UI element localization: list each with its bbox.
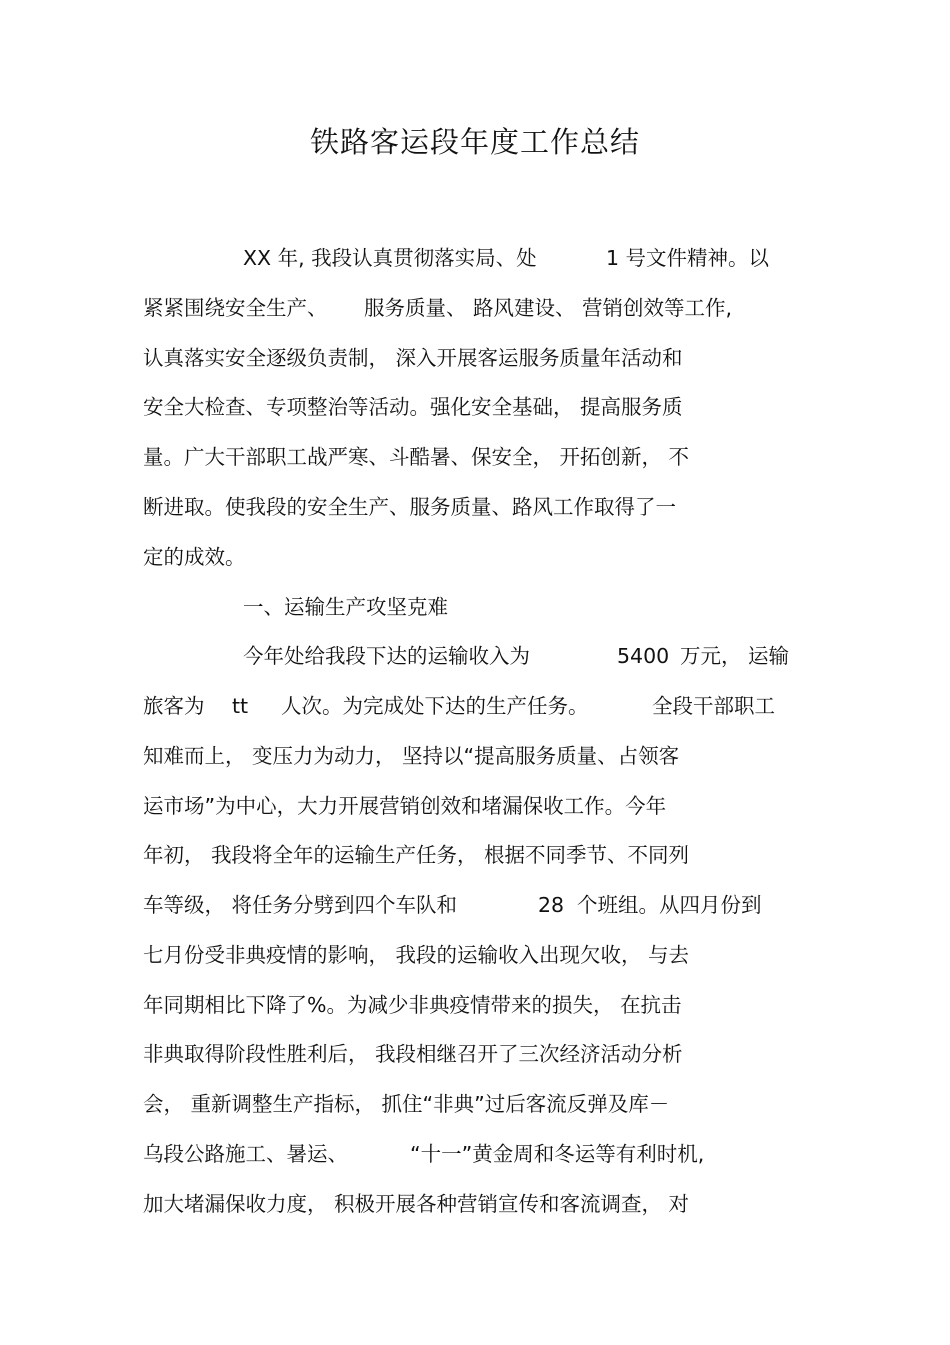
text-segment: 知难而上， 变压力为动力， 坚持以“提高服务质量、占领客: [143, 744, 680, 768]
text-segment: 年初， 我段将全年的运输生产任务， 根据不同季节、不同列: [143, 843, 690, 867]
text-segment: 服务质量、 路风建设、 营销创效等工作,: [364, 296, 733, 320]
text-segment: 安全大检查、专项整治等活动。强化安全基础， 提高服务质: [143, 395, 683, 419]
text-segment: 万元， 运输: [680, 644, 790, 668]
text-segment: 年同期相比下降了%。为减少非典疫情带来的损失， 在抗击: [143, 993, 682, 1017]
text-segment: 认真落实安全逐级负责制， 深入开展客运服务质量年活动和: [143, 346, 683, 370]
text-segment: 1 号文件精神。以: [606, 246, 770, 270]
text-segment: tt: [232, 694, 249, 718]
text-segment: 量。广大干部职工战严寒、斗酷暑、保安全， 开拓创新， 不: [143, 445, 690, 469]
text-segment: 今年处给我段下达的运输收入为: [243, 644, 530, 668]
text-segment: 个班组。从四月份到: [577, 893, 762, 917]
text-segment: 七月份受非典疫情的影响， 我段的运输收入出现欠收， 与去: [143, 943, 690, 967]
document-title: 铁路客运段年度工作总结: [309, 125, 640, 159]
text-segment: 紧紧围绕安全生产、: [143, 296, 328, 320]
text-segment: 全段干部职工: [652, 694, 775, 718]
text-segment: 5400: [617, 644, 670, 668]
text-segment: 车等级， 将任务分劈到四个车队和: [143, 893, 458, 917]
text-segment: “十一”黄金周和冬运等有利时机,: [410, 1142, 705, 1166]
text-segment: 乌段公路施工、暑运、: [143, 1142, 348, 1166]
text-segment: 非典取得阶段性胜利后， 我段相继召开了三次经济活动分析: [143, 1042, 683, 1066]
text-segment: 人次。为完成处下达的生产任务。: [281, 694, 589, 718]
text-segment: 定的成效。: [143, 545, 246, 569]
text-segment: 旅客为: [143, 694, 205, 718]
text-segment: 一、运输生产攻坚克难: [243, 595, 448, 619]
text-segment: 加大堵漏保收力度， 积极开展各种营销宣传和客流调查， 对: [143, 1192, 690, 1216]
text-segment: 28: [538, 893, 565, 917]
text-segment: 断进取。使我段的安全生产、服务质量、路风工作取得了一: [143, 495, 676, 519]
text-segment: 会， 重新调整生产指标， 抓住“非典”过后客流反弹及库－: [143, 1092, 670, 1116]
text-segment: XX 年, 我段认真贯彻落实局、处: [243, 246, 537, 270]
text-segment: 运市场”为中心，大力开展营销创效和堵漏保收工作。今年: [143, 794, 667, 818]
